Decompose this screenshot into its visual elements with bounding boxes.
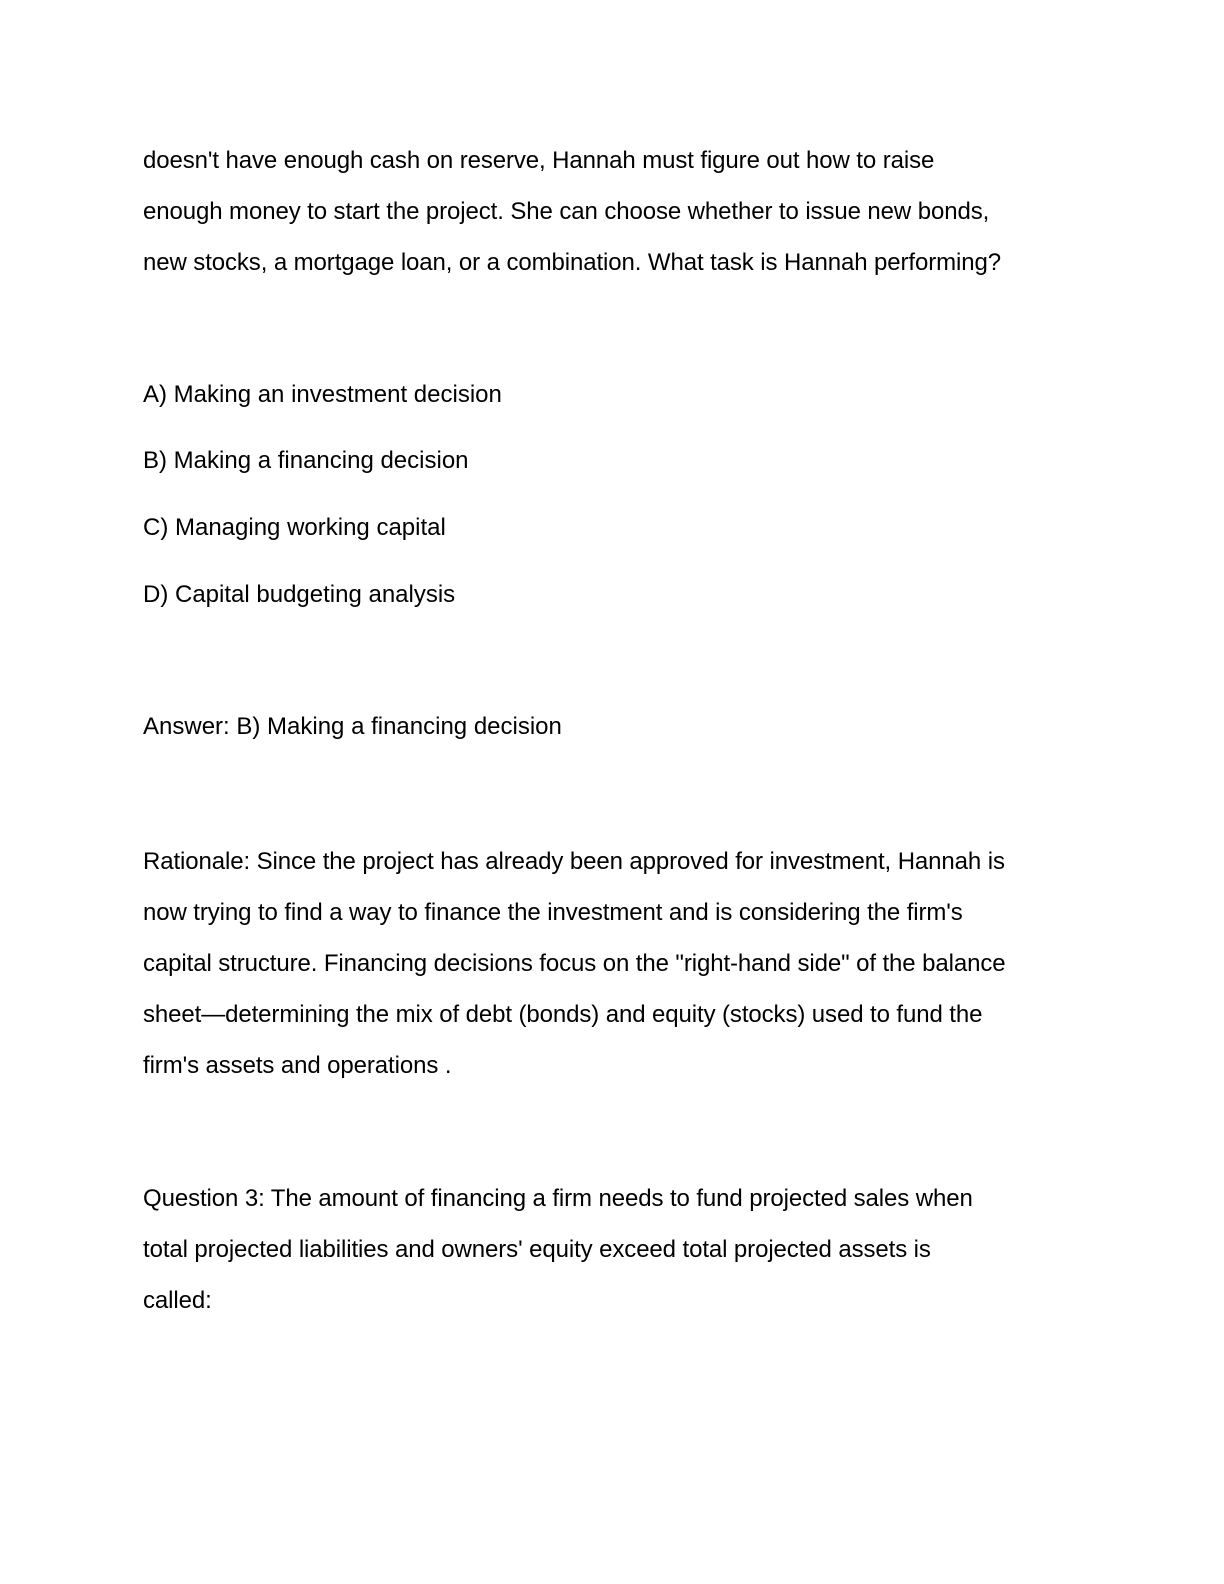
option-b: B) Making a financing decision	[143, 447, 469, 474]
option-d: D) Capital budgeting analysis	[143, 581, 456, 608]
option-c: C) Managing working capital	[143, 514, 446, 541]
rationale	[143, 836, 1083, 1091]
question-line: enough money to start the project. She can choose whether to issue new bonds,	[143, 198, 990, 225]
question-line: new stocks, a mortgage loan, or a combination. What task is Hannah performing?	[143, 249, 1001, 276]
rationale-line: sheet—determining the mix of debt (bonds) and equity (stocks) used to fund the	[143, 1001, 983, 1028]
rationale-line: now trying to find a way to finance the investment and is considering the firm's	[143, 899, 963, 926]
question-continuation	[143, 135, 1083, 288]
option-a: A) Making an investment decision	[143, 381, 502, 408]
answer-line: Answer: B) Making a financing decision	[143, 713, 562, 740]
rationale-line: firm's assets and operations .	[143, 1052, 452, 1079]
question-3-line: total projected liabilities and owners' equity exceed total projected assets is	[143, 1236, 931, 1263]
question-line: doesn't have enough cash on reserve, Hannah must figure out how to raise	[143, 147, 935, 174]
question-3-line: Question 3: The amount of financing a firm needs to fund projected sales when	[143, 1185, 973, 1212]
rationale-line: capital structure. Financing decisions focus on the "right-hand side" of the balance	[143, 950, 1006, 977]
rationale-line: Rationale: Since the project has already been approved for investment, Hannah is	[143, 848, 1005, 875]
question-3	[143, 1173, 1083, 1326]
question-3-line: called:	[143, 1287, 212, 1314]
